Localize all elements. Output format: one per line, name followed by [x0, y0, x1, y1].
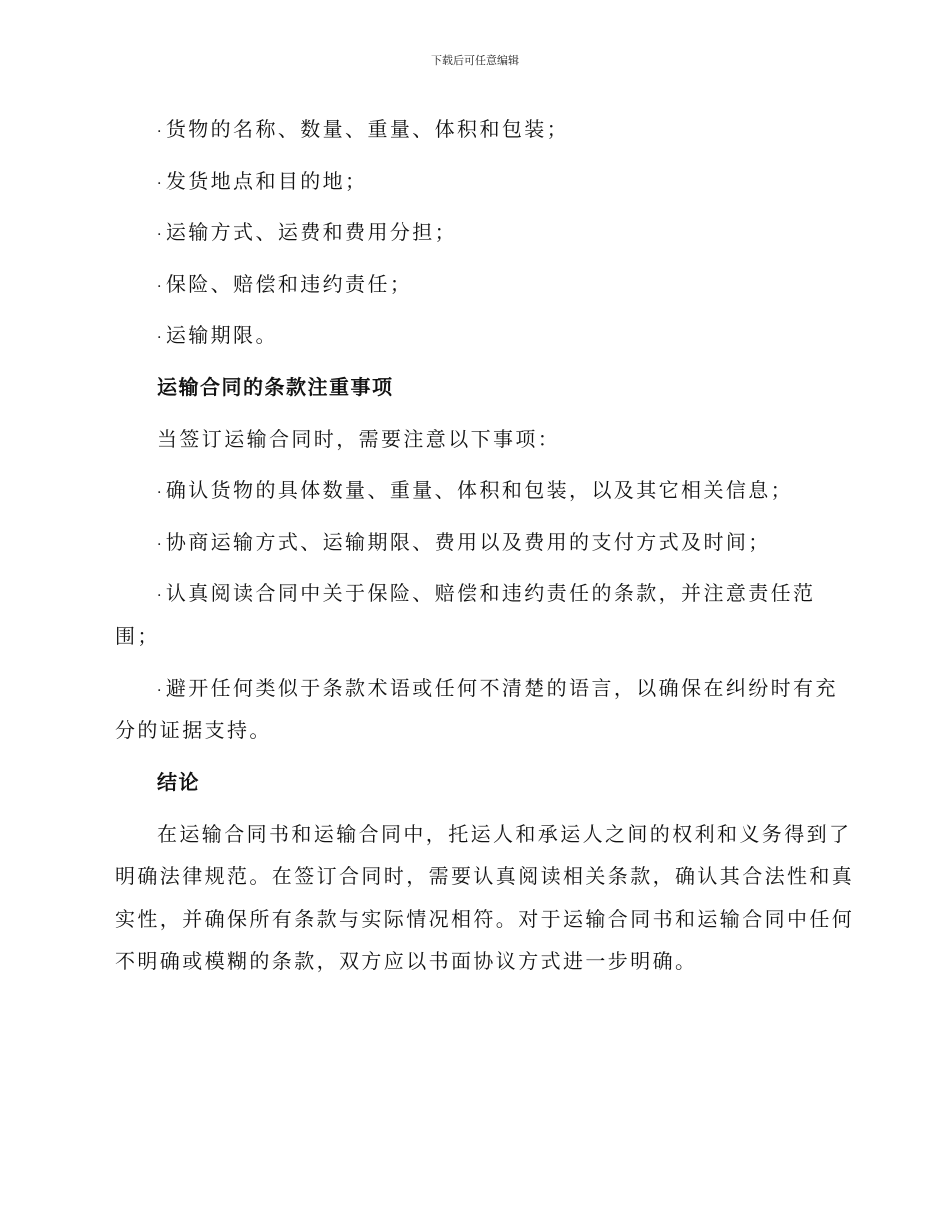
list-item-text: 货物的名称、数量、重量、体积和包装； [165, 117, 570, 141]
paragraph-line: 不明确或模糊的条款，双方应以书面协议方式进一步明确。 [115, 949, 698, 973]
list-item-text: 确认货物的具体数量、重量、体积和包装，以及其它相关信息； [165, 478, 794, 502]
paragraph-line: 实性，并确保所有条款与实际情况相符。对于运输合同书和运输合同中任何 [115, 907, 855, 931]
list-item-text: 协商运输方式、运输期限、费用以及费用的支付方式及时间； [165, 530, 771, 554]
list-item-text: 运输期限。 [165, 323, 278, 347]
section-heading: 运输合同的条款注重事项 [157, 375, 394, 399]
paragraph-line: 明确法律规范。在签订合同时，需要认真阅读相关条款，确认其合法性和真 [115, 864, 855, 888]
bullet-dot: · [157, 537, 164, 553]
list-item-continuation: 分的证据支持。 [115, 718, 272, 742]
page-header: 下载后可任意编辑 [431, 54, 519, 67]
list-item [157, 581, 815, 608]
bullet-dot: · [157, 330, 164, 346]
list-item [157, 478, 793, 505]
bullet-dot: · [157, 588, 164, 604]
list-item [157, 676, 838, 703]
list-item [157, 323, 278, 350]
list-item [157, 272, 412, 299]
bullet-dot: · [157, 485, 164, 501]
list-item-text: 发货地点和目的地； [165, 169, 368, 193]
list-item-text: 认真阅读合同中关于保险、赔偿和违约责任的条款，并注意责任范 [165, 581, 816, 605]
bullet-dot: · [157, 227, 164, 243]
bullet-dot: · [157, 279, 164, 295]
bullet-dot: · [157, 124, 164, 140]
bullet-dot: · [157, 176, 164, 192]
list-item [157, 220, 457, 247]
bullet-dot: · [157, 683, 164, 699]
list-item-text: 保险、赔偿和违约责任； [165, 272, 413, 296]
section-heading: 结论 [157, 770, 200, 794]
list-item [157, 530, 771, 557]
list-item-continuation: 围； [115, 624, 160, 648]
list-item-text: 运输方式、运费和费用分担； [165, 220, 458, 244]
list-item [157, 169, 367, 196]
intro-text: 当签订运输合同时，需要注意以下事项： [157, 427, 561, 451]
list-item [157, 117, 569, 144]
list-item-text: 避开任何类似于条款术语或任何不清楚的语言，以确保在纠纷时有充 [165, 676, 838, 700]
paragraph-line: 在运输合同书和运输合同中，托运人和承运人之间的权利和义务得到了 [157, 822, 852, 846]
